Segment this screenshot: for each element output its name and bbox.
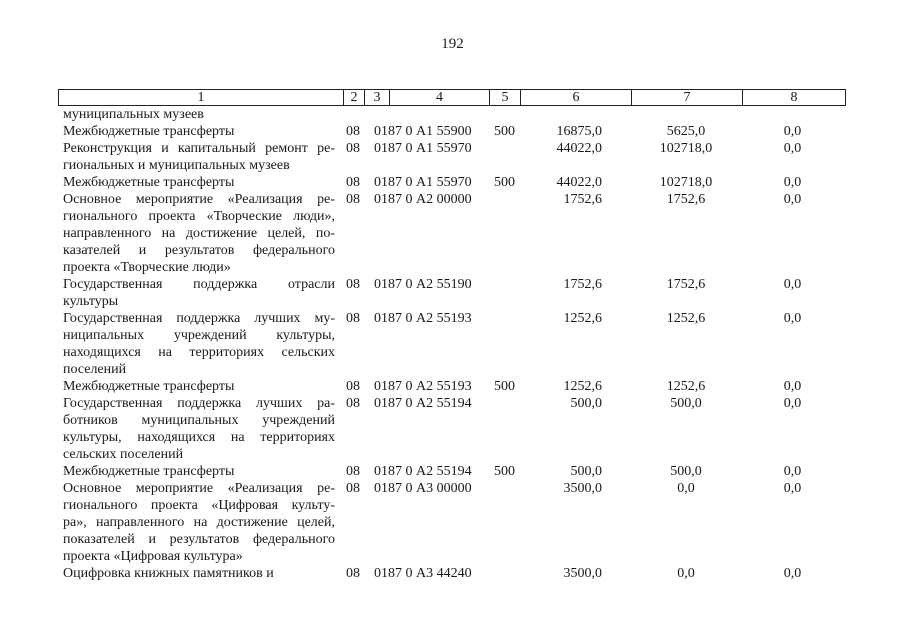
cell-c8: 0,0 [783, 464, 802, 479]
column-header-4: 4 [389, 89, 489, 106]
cell-c3: 01 [374, 124, 388, 139]
cell-c3: 01 [374, 481, 388, 496]
cell-c7: 1252,6 [666, 379, 706, 394]
row-name-line: поселений [63, 362, 127, 377]
row-name [63, 174, 335, 191]
column-header-1: 1 [58, 89, 343, 106]
row-name [63, 123, 335, 140]
cell-c6: 1752,6 [563, 277, 602, 292]
table-row [0, 463, 905, 480]
row-name [63, 395, 335, 463]
column-header-8: 8 [742, 89, 846, 106]
row-name-line: ботников муниципальных учреждений [63, 413, 335, 428]
cell-c4: 87 0 А2 55194 [388, 464, 472, 479]
table-row [0, 174, 905, 191]
cell-c8: 0,0 [783, 192, 802, 207]
row-name-line: Межбюджетные трансферты [63, 379, 235, 394]
cell-c2: 08 [346, 277, 360, 292]
row-name-line: Межбюджетные трансферты [63, 175, 235, 190]
cell-c6: 1752,6 [563, 192, 602, 207]
cell-c7: 0,0 [677, 481, 695, 496]
row-name-line: Оцифровка книжных памятников и [63, 566, 274, 581]
cell-c3: 01 [374, 396, 388, 411]
cell-c3: 01 [374, 464, 388, 479]
cell-c8: 0,0 [783, 175, 802, 190]
cell-c5: 500 [494, 175, 515, 190]
row-name-line: муниципальных музеев [63, 107, 204, 122]
cell-c3: 01 [374, 175, 388, 190]
cell-c2: 08 [346, 192, 360, 207]
table-row [0, 140, 905, 174]
column-header-2: 2 [343, 89, 364, 106]
row-name-line: Государственная поддержка отрасли [63, 277, 335, 292]
page-number: 192 [441, 36, 464, 52]
row-name [63, 565, 335, 582]
row-name-line: Основное мероприятие «Реализация ре- [63, 192, 335, 207]
cell-c4: 87 0 А1 55970 [388, 175, 472, 190]
cell-c4: 87 0 А2 00000 [388, 192, 472, 207]
column-header-3: 3 [364, 89, 389, 106]
cell-c4: 87 0 А2 55194 [388, 396, 472, 411]
row-name-line: гиональных и муниципальных музеев [63, 158, 290, 173]
row-name-line: проекта «Цифровая культура» [63, 549, 243, 564]
row-name-line: сельских поселений [63, 447, 184, 462]
row-name-line: ниципальных учреждений культуры, [63, 328, 335, 343]
row-name-line: направленного на достижение целей, по- [63, 226, 335, 241]
table-row [0, 310, 905, 378]
cell-c7: 500,0 [670, 464, 702, 479]
cell-c7: 1752,6 [666, 277, 706, 292]
row-name [63, 191, 335, 276]
row-name-line: культуры [63, 294, 119, 309]
cell-c2: 08 [346, 396, 360, 411]
row-name [63, 310, 335, 378]
cell-c8: 0,0 [783, 141, 802, 156]
cell-c4: 87 0 А3 00000 [388, 481, 472, 496]
row-name-line: гионального проекта «Творческие люди», [63, 209, 335, 224]
cell-c8: 0,0 [783, 396, 802, 411]
row-name-line: Государственная поддержка лучших ра- [63, 396, 335, 411]
row-name [63, 378, 335, 395]
row-name-line: Государственная поддержка лучших му- [63, 311, 335, 326]
row-name-line: Основное мероприятие «Реализация ре- [63, 481, 335, 496]
cell-c3: 01 [374, 379, 388, 394]
cell-c7: 102718,0 [659, 175, 713, 190]
column-header-7: 7 [631, 89, 742, 106]
row-name [63, 480, 335, 565]
row-name-line: гионального проекта «Цифровая культу- [63, 498, 335, 513]
row-name-line: находящихся на территориях сельских [63, 345, 335, 360]
table-row [0, 565, 905, 582]
cell-c3: 01 [374, 141, 388, 156]
cell-c6: 44022,0 [556, 175, 602, 190]
table-row [0, 378, 905, 395]
cell-c6: 1252,6 [563, 379, 602, 394]
table-row [0, 480, 905, 565]
cell-c2: 08 [346, 124, 360, 139]
row-name [63, 463, 335, 480]
table-row [0, 123, 905, 140]
row-name-line: Межбюджетные трансферты [63, 464, 235, 479]
row-name-line: ра», направленного на достижение целей, [63, 515, 335, 530]
cell-c4: 87 0 А2 55190 [388, 277, 472, 292]
cell-c6: 1252,6 [563, 311, 602, 326]
cell-c6: 500,0 [570, 396, 602, 411]
cell-c8: 0,0 [783, 124, 802, 139]
table-row [0, 395, 905, 463]
cell-c6: 44022,0 [556, 141, 602, 156]
cell-c6: 16875,0 [556, 124, 602, 139]
cell-c6: 3500,0 [563, 481, 602, 496]
cell-c8: 0,0 [783, 277, 802, 292]
cell-c2: 08 [346, 464, 360, 479]
row-name-line: Межбюджетные трансферты [63, 124, 235, 139]
cell-c4: 87 0 А2 55193 [388, 379, 472, 394]
cell-c2: 08 [346, 379, 360, 394]
cell-c2: 08 [346, 175, 360, 190]
row-name [63, 276, 335, 310]
table-row [0, 106, 905, 123]
cell-c7: 0,0 [677, 566, 695, 581]
cell-c5: 500 [494, 124, 515, 139]
cell-c8: 0,0 [783, 481, 802, 496]
cell-c2: 08 [346, 311, 360, 326]
cell-c2: 08 [346, 481, 360, 496]
cell-c6: 3500,0 [563, 566, 602, 581]
cell-c2: 08 [346, 141, 360, 156]
table-row [0, 191, 905, 276]
cell-c5: 500 [494, 464, 515, 479]
row-name [63, 140, 335, 174]
cell-c8: 0,0 [783, 566, 802, 581]
cell-c5: 500 [494, 379, 515, 394]
cell-c7: 500,0 [670, 396, 702, 411]
row-name-line: казателей и результатов федерального [63, 243, 335, 258]
row-name [63, 106, 335, 123]
cell-c3: 01 [374, 566, 388, 581]
cell-c4: 87 0 А2 55193 [388, 311, 472, 326]
row-name-line: проекта «Творческие люди» [63, 260, 231, 275]
cell-c3: 01 [374, 277, 388, 292]
row-name-line: показателей и результатов федерального [63, 532, 335, 547]
cell-c4: 87 0 А3 44240 [388, 566, 472, 581]
cell-c8: 0,0 [783, 379, 802, 394]
row-name-line: культуры, находящихся на территориях [63, 430, 335, 445]
cell-c4: 87 0 А1 55970 [388, 141, 472, 156]
cell-c7: 102718,0 [659, 141, 713, 156]
cell-c4: 87 0 А1 55900 [388, 124, 472, 139]
cell-c7: 5625,0 [666, 124, 706, 139]
cell-c6: 500,0 [570, 464, 602, 479]
cell-c3: 01 [374, 192, 388, 207]
cell-c7: 1752,6 [666, 192, 706, 207]
cell-c3: 01 [374, 311, 388, 326]
column-header-5: 5 [489, 89, 520, 106]
table-row [0, 276, 905, 310]
cell-c8: 0,0 [783, 311, 802, 326]
column-header-6: 6 [520, 89, 631, 106]
row-name-line: Реконструкция и капитальный ремонт ре- [63, 141, 335, 156]
cell-c7: 1252,6 [666, 311, 706, 326]
cell-c2: 08 [346, 566, 360, 581]
